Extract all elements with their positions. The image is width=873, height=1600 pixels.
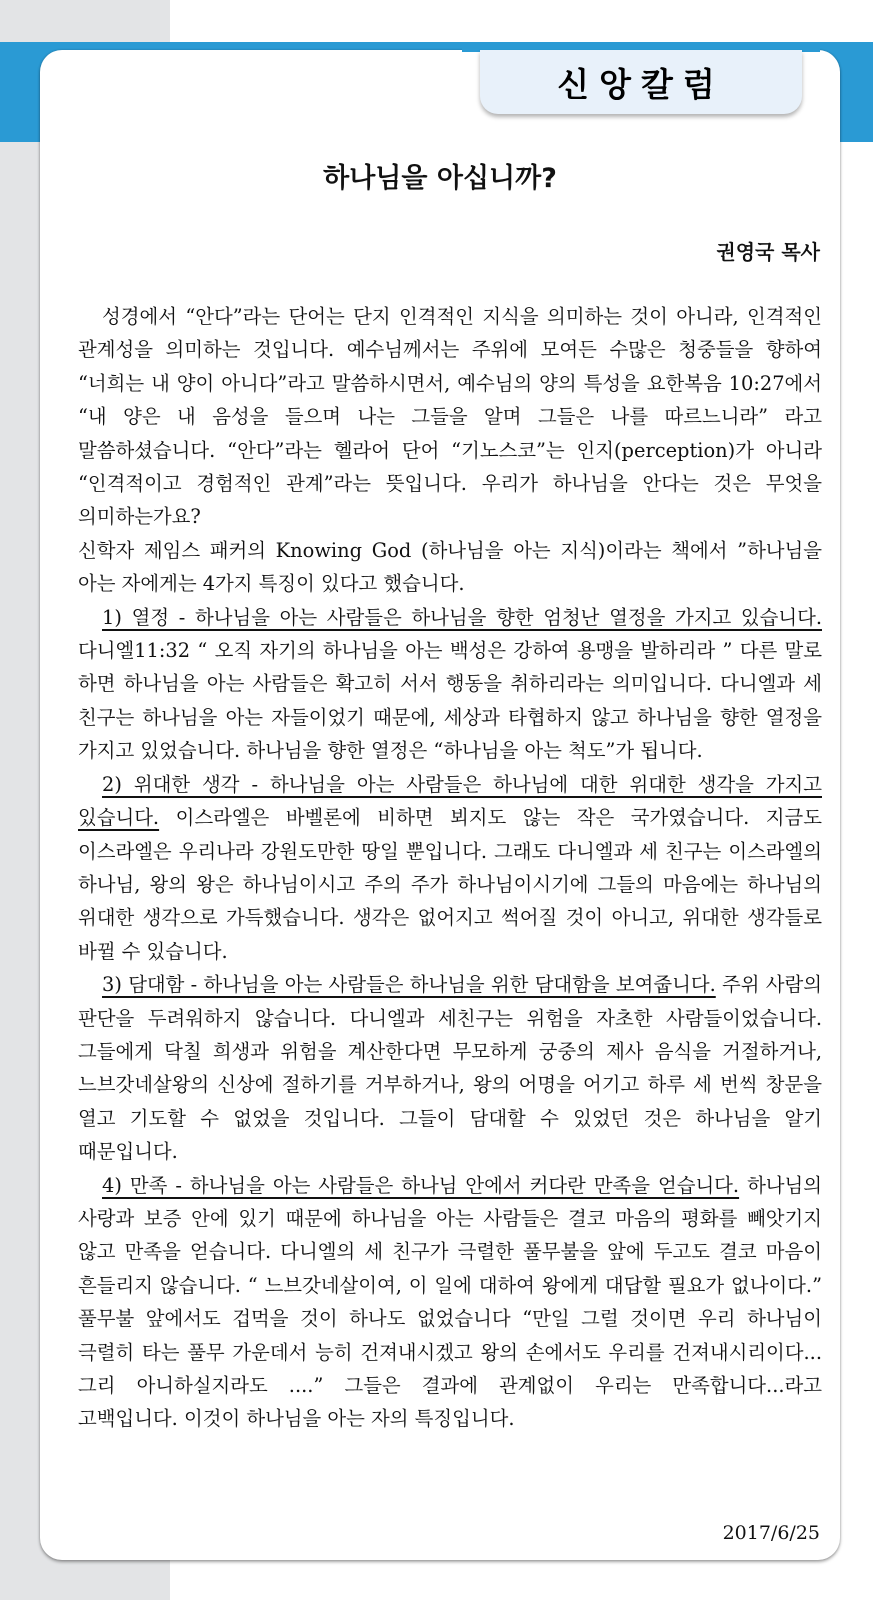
- article-body: [78, 300, 822, 1436]
- point-2-heading: 2) 위대한 생각 - 하나님을 아는 사람들은 하나님에 대한 위대한 생각을 가지고 있습니다.: [78, 772, 822, 830]
- point-1: [78, 601, 822, 768]
- point-4-heading: 4) 만족 - 하나님을 아는 사람들은 하나님 안에서 커다란 만족을 얻습니다.: [102, 1173, 740, 1197]
- point-3-text: 주위 사람의 판단을 두려워하지 않습니다. 다니엘과 세친구는 위험을 자초한 사람들이었습니다. 그들에게 닥칠 희생과 위험을 계산한다면 무모하게 궁중의 제사 음식을 거절하거나, 느브갓네살왕의 신상에 절하기를 거부하거나, 왕의 어명을 어기고 하루 세 번씩 창문을 열고 기도할 수 없었을 것입니다. 그들이 담대할 수 있었던 것은 하나님을 알기 때문입니다.: [78, 973, 822, 1164]
- category-tab: 신앙칼럼: [480, 50, 802, 114]
- intro-paragraph-2: 신학자 제임스 패커의 Knowing God (하나님을 아는 지식)이라는 책에서 ”하나님을 아는 자에게는 4가지 특징이 있다고 했습니다.: [78, 538, 822, 596]
- article-date: 2017/6/25: [722, 1522, 820, 1544]
- point-1-heading: 1) 열정 - 하나님을 아는 사람들은 하나님을 향한 엄청난 열정을 가지고 있습니다.: [102, 605, 822, 629]
- point-3-heading: 3) 담대함 - 하나님을 아는 사람들은 하나님을 위한 담대함을 보여줍니다.: [102, 973, 716, 997]
- point-1-text: 다니엘11:32 “ 오직 자기의 하나님을 아는 백성은 강하여 용맹을 발하리라 ” 다른 말로 하면 하나님을 아는 사람들은 확고히 서서 행동을 취하리라는 의미입니다. 다니엘과 세 친구는 하나님을 아는 자들이었기 때문에, 세상과 타협하지 않고 하나님을 향한 열정을 가지고 있었습니다. 하나님을 향한 열정은 “하나님을 아는 척도”가 됩니다.: [78, 639, 822, 763]
- article-author: 권영국 목사: [716, 240, 820, 264]
- point-2-text: 이스라엘은 바벨론에 비하면 뵈지도 않는 작은 국가였습니다. 지금도 이스라엘은 우리나라 강원도만한 땅일 뿐입니다. 그래도 다니엘과 세 친구는 이스라엘의 하나님, 왕의 왕은 하나님이시고 주의 주가 하나님이시기에 그들의 마음에는 하나님의 위대한 생각으로 가득했습니다. 생각은 없어지고 썩어질 것이 아니고, 위대한 생각들로 바뀔 수 있습니다.: [78, 806, 822, 963]
- article-title: 하나님을 아십니까?: [323, 163, 557, 194]
- point-4-text: 하나님의 사랑과 보증 안에 있기 때문에 하나님을 아는 사람들은 결코 마음의 평화를 빼앗기지 않고 만족을 얻습니다. 다니엘의 세 친구가 극렬한 풀무불을 앞에 두고도 결코 마음이 흔들리지 않습니다. “ 느브갓네살이여, 이 일에 대하여 왕에게 대답할 필요가 없나이다.” 풀무불 앞에서도 겁먹을 것이 하나도 없었습니다 “만일 그럴 것이면 우리 하나님이 극렬히 타는 풀무 가운데서 능히 건져내시겠고 왕의 손에서도 우리를 건져내시리이다... 그리 아니하실지라도 ....” 그들은 결과에 관계없이 우리는 만족합니다...라고 고백입니다. 이것이 하나님을 아는 자의 특징입니다.: [78, 1173, 823, 1431]
- intro-paragraph: 성경에서 “안다”라는 단어는 단지 인격적인 지식을 의미하는 것이 아니라, 인격적인 관계성을 의미하는 것입니다. 예수님께서는 주위에 모여든 수많은 청중들을 향하여 “너희는 내 양이 아니다”라고 말씀하시면서, 예수님의 양의 특성을 요한복음 10:27에서 “내 양은 내 음성을 들으며 나는 그들을 알며 그들은 나를 따르느니라” 라고 말씀하셨습니다. “안다”라는 헬라어 단어 “기노스코”는 인지(perception)가 아니라 “인격적이고 경험적인 관계”라는 뜻입니다. 우리가 하나님을 안다는 것은 무엇을 의미하는가요?: [78, 305, 822, 529]
- point-2: [78, 768, 822, 968]
- point-3: [78, 968, 822, 1168]
- point-4: [78, 1169, 822, 1436]
